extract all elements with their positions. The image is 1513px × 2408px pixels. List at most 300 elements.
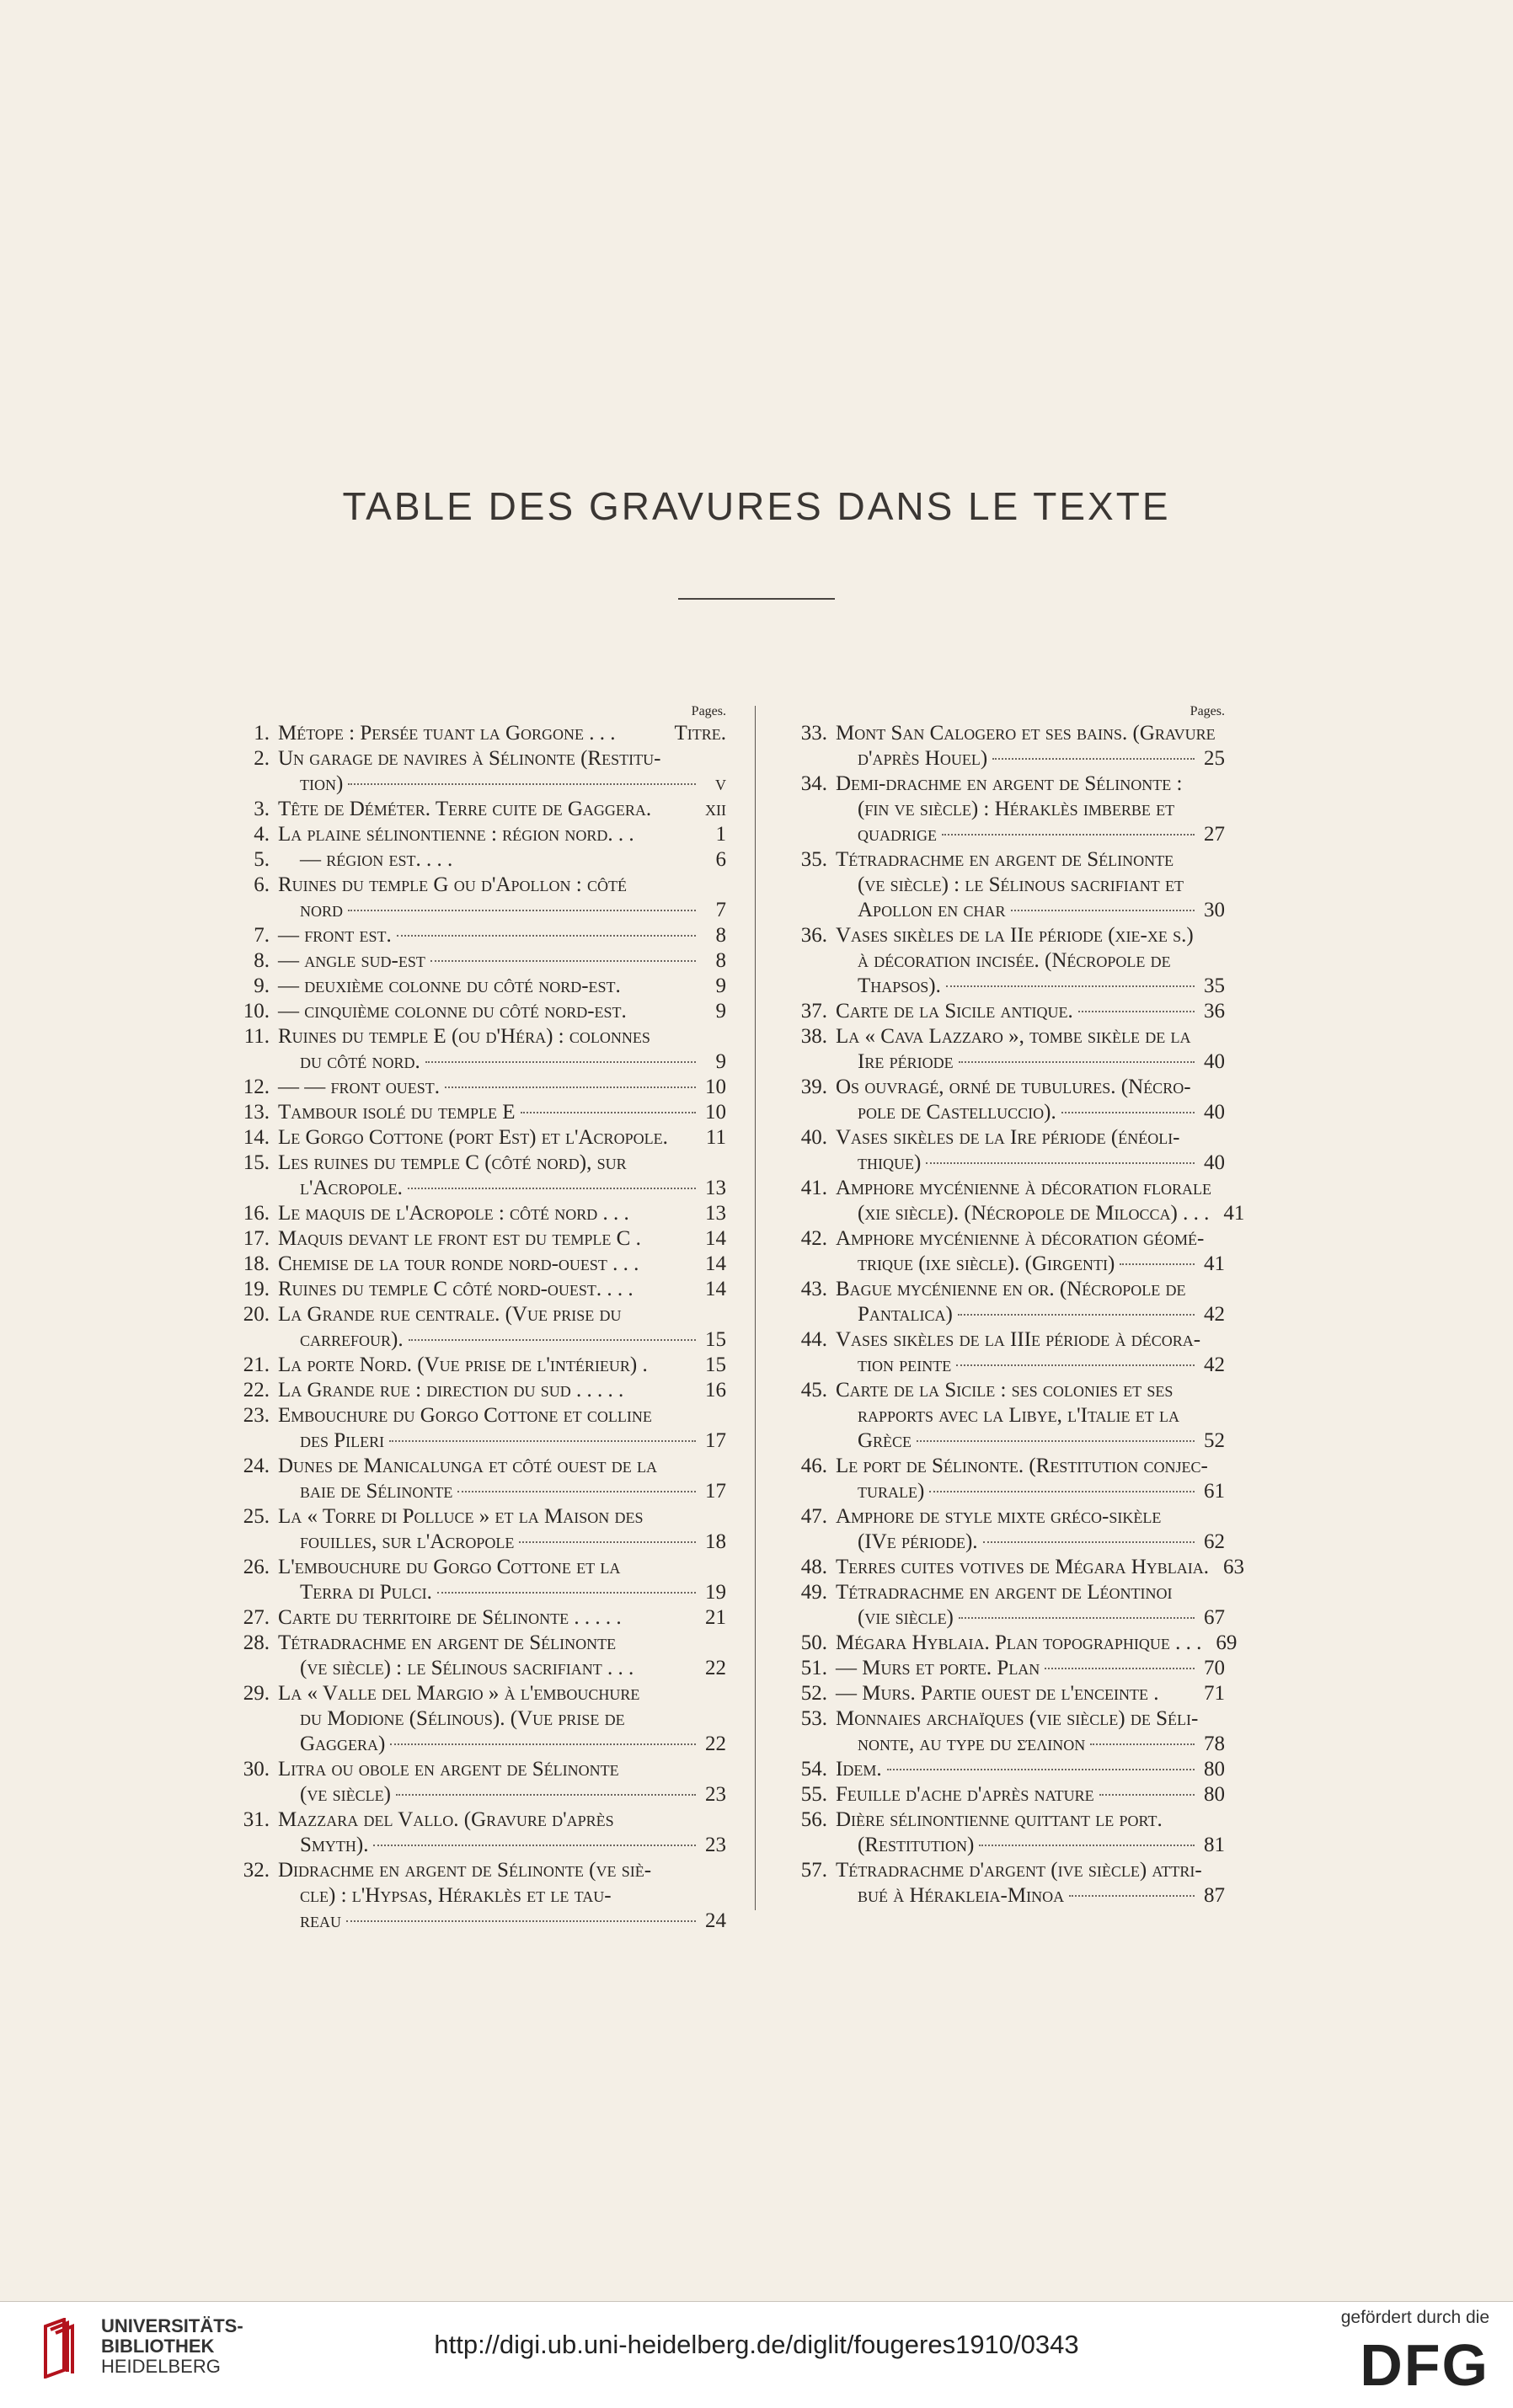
entry-number: 36. xyxy=(800,924,827,947)
page-number: 22 xyxy=(705,1733,726,1755)
toc-entry-line xyxy=(787,1757,1225,1782)
page-number: 1 xyxy=(715,823,726,846)
toc-entry-line xyxy=(787,822,1225,847)
entry-title: Tête de Déméter. Terre cuite de Gaggera. xyxy=(278,798,652,820)
entry-number: 55. xyxy=(800,1783,827,1806)
entry-number xyxy=(229,1732,278,1757)
page-number: 22 xyxy=(705,1657,726,1679)
right-column xyxy=(787,704,1245,1909)
toc-entry xyxy=(229,1024,726,1075)
dot-leader xyxy=(397,935,696,937)
toc-entry xyxy=(787,1176,1245,1226)
toc-entry-line xyxy=(229,898,726,923)
toc-entry-line xyxy=(787,1681,1225,1706)
entry-title: Ire période xyxy=(858,1050,954,1073)
page-number: 70 xyxy=(1204,1657,1225,1679)
entry-title: Le maquis de l'Acropole : côté nord . . . xyxy=(278,1202,629,1225)
entry-number xyxy=(787,1201,836,1226)
entry-title: Métope : Persée tuant la Gorgone . . . xyxy=(278,722,616,745)
entry-number: 38. xyxy=(800,1025,827,1048)
entry-number: 47. xyxy=(800,1505,827,1528)
entry-title: (Restitution) xyxy=(858,1834,975,1856)
page-number: 15 xyxy=(705,1328,726,1351)
toc-entry xyxy=(787,923,1225,999)
entry-title: Tambour isolé du temple E xyxy=(278,1101,516,1124)
toc-entry xyxy=(787,1277,1225,1327)
toc-entry-line xyxy=(229,1782,726,1807)
entry-number: 26. xyxy=(243,1556,270,1578)
toc-entry-line xyxy=(229,1504,726,1530)
entry-title: Litra ou obole en argent de Sélinonte xyxy=(278,1758,619,1781)
toc-entry-line xyxy=(787,1201,1245,1226)
toc-entry-line xyxy=(787,1075,1225,1100)
entry-number xyxy=(787,1833,836,1858)
entry-title: des Pileri xyxy=(300,1429,385,1452)
entry-number xyxy=(787,873,836,898)
dot-leader xyxy=(425,1061,696,1063)
entry-number xyxy=(229,1909,278,1934)
entry-title: du Modione (Sélinous). (Vue prise de xyxy=(300,1707,625,1730)
entry-number xyxy=(229,1049,278,1075)
entry-title: Embouchure du Gorgo Cottone et colline xyxy=(278,1404,652,1427)
toc-entry-line xyxy=(787,746,1225,772)
page-number: 63 xyxy=(1223,1556,1245,1578)
dot-leader xyxy=(389,1440,696,1442)
dot-leader xyxy=(1099,1794,1195,1796)
toc-entry-line xyxy=(229,1378,726,1403)
toc-entry-line xyxy=(787,1049,1225,1075)
entry-number xyxy=(787,1883,836,1909)
toc-entry-line xyxy=(229,1883,726,1909)
toc-entry xyxy=(229,1201,726,1226)
entry-title: Gaggera) xyxy=(300,1733,386,1755)
entry-title: thique) xyxy=(858,1151,922,1174)
entry-number: 16. xyxy=(243,1202,270,1225)
page-number: 8 xyxy=(715,924,726,947)
entry-title: — région est. . . . xyxy=(300,848,453,871)
toc-entry-line xyxy=(787,1327,1225,1353)
toc-entry xyxy=(229,923,726,948)
entry-title: nord xyxy=(300,899,344,921)
entry-number: 53. xyxy=(800,1707,827,1730)
entry-number: 43. xyxy=(800,1278,827,1300)
entry-number: 42. xyxy=(800,1227,827,1250)
entry-title: Mégara Hyblaia. Plan topographique . . . xyxy=(836,1631,1202,1654)
dot-leader xyxy=(348,910,696,911)
toc-entry-line xyxy=(229,847,726,873)
entry-title: Feuille d'ache d'après nature xyxy=(836,1783,1094,1806)
dot-leader xyxy=(408,1188,696,1189)
entry-number: 49. xyxy=(800,1581,827,1604)
entry-title: — angle sud-est xyxy=(278,949,425,972)
toc-entry-line xyxy=(229,1302,726,1327)
page-number: 81 xyxy=(1204,1834,1225,1856)
entry-title: — Murs et porte. Plan xyxy=(836,1657,1040,1679)
toc-entry xyxy=(787,1125,1225,1176)
toc-entry xyxy=(787,1782,1225,1807)
toc-entry xyxy=(229,1252,726,1277)
toc-entry xyxy=(229,1151,726,1201)
entry-title: Amphore de style mixte gréco-sikèle xyxy=(836,1505,1162,1528)
toc-entry-line xyxy=(229,1277,726,1302)
toc-entry-line xyxy=(787,1252,1225,1277)
toc-entry-line xyxy=(787,1454,1225,1479)
dot-leader xyxy=(1120,1263,1195,1265)
page-number: 24 xyxy=(705,1909,726,1932)
pages-header-right: Pages. xyxy=(1190,704,1225,718)
entry-number: 35. xyxy=(800,848,827,871)
toc-entry-line xyxy=(229,746,726,772)
toc-entry-line xyxy=(787,948,1225,974)
entry-number: 7. xyxy=(254,924,270,947)
toc-entry-line xyxy=(229,1909,726,1934)
entry-number: 31. xyxy=(243,1808,270,1831)
entry-title: Smyth). xyxy=(300,1834,369,1856)
toc-entry xyxy=(229,1631,726,1681)
left-column xyxy=(229,704,726,1934)
dot-leader xyxy=(519,1541,696,1543)
page-number: xii xyxy=(705,798,726,820)
entry-title: Terres cuites votives de Mégara Hyblaia. xyxy=(836,1556,1210,1578)
toc-entry-line xyxy=(787,847,1225,873)
toc-entry-line xyxy=(787,1706,1225,1732)
page-number: v xyxy=(715,772,726,795)
toc-entry-line xyxy=(229,1833,726,1858)
entry-title: cle) : l'Hypsas, Héraklès et le tau- xyxy=(300,1884,612,1907)
entry-title: fouilles, sur l'Acropole xyxy=(300,1530,515,1553)
toc-entry xyxy=(229,1681,726,1757)
dot-leader xyxy=(1069,1895,1195,1897)
entry-title: (ve siècle) : le Sélinous sacrifiant . . . xyxy=(300,1657,634,1679)
entry-title: (ve siècle) : le Sélinous sacrifiant et xyxy=(858,873,1184,896)
toc-entry-line xyxy=(787,923,1225,948)
entry-title: rapports avec la Libye, l'Italie et la xyxy=(858,1404,1179,1427)
page-number: 78 xyxy=(1204,1733,1225,1755)
page-number: 42 xyxy=(1204,1353,1225,1376)
entry-title: La Grande rue centrale. (Vue prise du xyxy=(278,1303,622,1326)
page-number: 71 xyxy=(1204,1682,1225,1705)
entry-number xyxy=(787,1605,836,1631)
entry-number xyxy=(229,1327,278,1353)
entry-number xyxy=(229,772,278,797)
toc-entry xyxy=(787,1858,1225,1909)
entry-title: Os ouvragé, orné de tubulures. (Nécro- xyxy=(836,1076,1191,1098)
toc-entry-line xyxy=(787,1605,1225,1631)
entry-title: baie de Sélinonte xyxy=(300,1480,453,1503)
page-number: 27 xyxy=(1204,823,1225,846)
dot-leader xyxy=(958,1314,1195,1316)
toc-entry xyxy=(229,1454,726,1504)
toc-entry xyxy=(229,1555,726,1605)
dot-leader xyxy=(373,1845,696,1846)
entry-number: 44. xyxy=(800,1328,827,1351)
page-number: 9 xyxy=(715,1050,726,1073)
entry-number: 20. xyxy=(243,1303,270,1326)
toc-entry xyxy=(229,1353,726,1378)
toc-entry xyxy=(787,1681,1225,1706)
entry-number xyxy=(787,1252,836,1277)
page-number: 14 xyxy=(705,1227,726,1250)
page-number: 13 xyxy=(705,1177,726,1199)
entry-title: tion) xyxy=(300,772,344,795)
dot-leader xyxy=(430,960,696,962)
toc-entry xyxy=(229,999,726,1024)
entry-title: La plaine sélinontienne : région nord. . . xyxy=(278,823,634,846)
entry-number xyxy=(787,1530,836,1555)
entry-title: Vases sikèles de la Ire période (énéoli- xyxy=(836,1126,1180,1149)
entry-title: carrefour). xyxy=(300,1328,404,1351)
toc-entry xyxy=(229,1403,726,1454)
entry-number: 12. xyxy=(243,1076,270,1098)
entry-number: 1. xyxy=(254,722,270,745)
toc-entry-line xyxy=(787,772,1225,797)
toc-entry-line xyxy=(229,1151,726,1176)
entry-title: (ve siècle) xyxy=(300,1783,391,1806)
entry-title: Thapsos). xyxy=(858,974,941,997)
entry-number: 10. xyxy=(243,1000,270,1022)
dot-leader xyxy=(396,1794,696,1796)
page-number: 41 xyxy=(1223,1202,1245,1225)
entry-title: La Grande rue : direction du sud . . . . . xyxy=(278,1379,624,1402)
toc-entry-line xyxy=(229,1706,726,1732)
entry-title: Terra di Pulci. xyxy=(300,1581,432,1604)
toc-entry xyxy=(787,1504,1225,1555)
dfg-logo[interactable]: DFG xyxy=(1360,2332,1489,2398)
entry-title: turale) xyxy=(858,1480,925,1503)
entry-title: Les ruines du temple C (côté nord), sur xyxy=(278,1151,627,1174)
entry-title: — cinquième colonne du côté nord-est. xyxy=(278,1000,627,1022)
page-number: 14 xyxy=(705,1278,726,1300)
toc-entry-line xyxy=(787,1504,1225,1530)
toc-entry-line xyxy=(229,974,726,999)
entry-title: Chemise de la tour ronde nord-ouest . . . xyxy=(278,1252,639,1275)
entry-title: Un garage de navires à Sélinonte (Restitu- xyxy=(278,747,661,770)
toc-entry xyxy=(787,1327,1225,1378)
dot-leader xyxy=(983,1541,1195,1543)
entry-title: à décoration incisée. (Nécropole de xyxy=(858,949,1171,972)
toc-entry-line xyxy=(229,1605,726,1631)
entry-title: Ruines du temple G ou d'Apollon : côté xyxy=(278,873,627,896)
page-number: 6 xyxy=(715,848,726,871)
page-number: 17 xyxy=(705,1480,726,1503)
entry-number: 13. xyxy=(243,1101,270,1124)
entry-title: Ruines du temple E (ou d'Héra) : colonnes xyxy=(278,1025,650,1048)
entry-number: 48. xyxy=(800,1556,827,1578)
entry-title: Mont San Calogero et ses bains. (Gravure xyxy=(836,722,1216,745)
page-number: 23 xyxy=(705,1783,726,1806)
entry-number: 3. xyxy=(254,798,270,820)
entry-number: 32. xyxy=(243,1859,270,1882)
toc-entry-line xyxy=(787,1176,1225,1201)
entry-number xyxy=(787,746,836,772)
entry-title: (IVe période). xyxy=(858,1530,978,1553)
title-rule xyxy=(678,598,835,600)
entry-title: du côté nord. xyxy=(300,1050,420,1073)
entry-number: 46. xyxy=(800,1455,827,1477)
dot-leader xyxy=(390,1743,696,1745)
toc-entry-line xyxy=(229,1024,726,1049)
entry-title: La « Cava Lazzaro », tombe sikèle de la xyxy=(836,1025,1191,1048)
toc-entry-line xyxy=(229,923,726,948)
page-number: 80 xyxy=(1204,1758,1225,1781)
entry-number xyxy=(787,1403,836,1428)
entry-number xyxy=(787,1353,836,1378)
entry-number xyxy=(229,1883,278,1909)
entry-number: 24. xyxy=(243,1455,270,1477)
dot-leader xyxy=(348,783,696,785)
entry-title: (vie siècle) xyxy=(858,1606,954,1629)
entry-number: 9. xyxy=(254,974,270,997)
entry-number: 51. xyxy=(800,1657,827,1679)
toc-entry xyxy=(787,721,1225,772)
page-number: 21 xyxy=(705,1606,726,1629)
page-number: 80 xyxy=(1204,1783,1225,1806)
toc-entry-line xyxy=(787,1656,1225,1681)
page-number: 40 xyxy=(1204,1151,1225,1174)
toc-entry-line xyxy=(787,999,1225,1024)
page-number: 13 xyxy=(705,1202,726,1225)
toc-entry-line xyxy=(787,1479,1225,1504)
entry-title: Idem. xyxy=(836,1758,882,1781)
dot-leader xyxy=(926,1162,1195,1164)
entry-number xyxy=(229,1580,278,1605)
entry-number xyxy=(787,1302,836,1327)
toc-entry-line xyxy=(229,1075,726,1100)
toc-entry xyxy=(229,1100,726,1125)
entry-title: Amphore mycénienne à décoration géomé- xyxy=(836,1227,1205,1250)
footer-url-link[interactable]: http://digi.ub.uni-heidelberg.de/diglit/fougeres1910/0343 xyxy=(434,2330,1079,2359)
entry-title: — front est. xyxy=(278,924,392,947)
entry-number xyxy=(787,1100,836,1125)
toc-entry-line xyxy=(229,1656,726,1681)
entry-number: 2. xyxy=(254,747,270,770)
toc-entry xyxy=(229,1605,726,1631)
entry-title: Mazzara del Vallo. (Gravure d'après xyxy=(278,1808,614,1831)
page-number: 8 xyxy=(715,949,726,972)
entry-number xyxy=(229,1833,278,1858)
entry-title: Maquis devant le front est du temple C . xyxy=(278,1227,641,1250)
toc-entry-line xyxy=(787,1100,1225,1125)
toc-entry xyxy=(229,1757,726,1807)
library-name-line1: UNIVERSITÄTS- xyxy=(101,2315,243,2336)
toc-entry xyxy=(229,797,726,822)
entry-title: Le Gorgo Cottone (port Est) et l'Acropole. xyxy=(278,1126,668,1149)
toc-entry xyxy=(229,1125,726,1151)
entry-title: Dière sélinontienne quittant le port. xyxy=(836,1808,1163,1831)
entry-number: 15. xyxy=(243,1151,270,1174)
toc-entry-line xyxy=(787,1226,1225,1252)
entry-title: Carte de la Sicile : ses colonies et ses xyxy=(836,1379,1174,1402)
entry-number xyxy=(787,1479,836,1504)
toc-entry-line xyxy=(787,1807,1225,1833)
entry-number xyxy=(787,1732,836,1757)
entry-number: 11. xyxy=(243,1025,270,1048)
toc-entry-line xyxy=(229,1858,726,1883)
page-number: 15 xyxy=(705,1353,726,1376)
entry-number xyxy=(787,948,836,974)
toc-entry xyxy=(787,1378,1225,1454)
dot-leader xyxy=(1011,910,1195,911)
entry-number: 52. xyxy=(800,1682,827,1705)
entry-title: Vases sikèles de la IIe période (xie-xe s.) xyxy=(836,924,1194,947)
toc-entry-line xyxy=(787,721,1225,746)
page-number: 11 xyxy=(705,1126,726,1149)
toc-entry-line xyxy=(787,797,1225,822)
entry-number: 17. xyxy=(243,1227,270,1250)
toc-entry xyxy=(787,1226,1225,1277)
entry-title: pole de Castelluccio). xyxy=(858,1101,1056,1124)
left-entry-list xyxy=(229,721,726,1934)
entry-number: 29. xyxy=(243,1682,270,1705)
toc-entry-line xyxy=(787,1125,1225,1151)
toc-entry-line xyxy=(229,1530,726,1555)
page-number: 7 xyxy=(715,899,726,921)
entry-title: reau xyxy=(300,1909,341,1932)
dot-leader xyxy=(979,1845,1195,1846)
page-number: 61 xyxy=(1204,1480,1225,1503)
toc-entry-line xyxy=(229,1201,726,1226)
toc-entry-line xyxy=(229,948,726,974)
toc-entry-line xyxy=(787,1530,1225,1555)
entry-title: d'après Houel) xyxy=(858,747,988,770)
entry-title: Amphore mycénienne à décoration florale xyxy=(836,1177,1212,1199)
toc-entry-line xyxy=(229,1681,726,1706)
entry-number: 27. xyxy=(243,1606,270,1629)
toc-entry-line xyxy=(787,1024,1225,1049)
toc-entry-line xyxy=(229,873,726,898)
entry-number: 50. xyxy=(800,1631,827,1654)
dot-leader xyxy=(521,1112,696,1113)
toc-entry-line xyxy=(787,1378,1225,1403)
right-entry-list xyxy=(787,721,1245,1909)
toc-entry-line xyxy=(229,1403,726,1428)
toc-entry xyxy=(229,721,726,746)
entry-number: 54. xyxy=(800,1758,827,1781)
toc-entry xyxy=(229,1858,726,1934)
dot-leader xyxy=(959,1061,1195,1063)
toc-entry-line xyxy=(229,1226,726,1252)
dot-leader xyxy=(946,985,1195,987)
dot-leader xyxy=(929,1491,1195,1492)
toc-entry-line xyxy=(787,1353,1225,1378)
dot-leader xyxy=(959,1617,1195,1619)
entry-title: (fin ve siècle) : Héraklès imberbe et xyxy=(858,798,1175,820)
page-number: 16 xyxy=(705,1379,726,1402)
entry-number: 34. xyxy=(800,772,827,795)
page-number: 19 xyxy=(705,1581,726,1604)
dot-leader xyxy=(942,834,1195,836)
page-number: 69 xyxy=(1216,1631,1238,1654)
entry-number: 22. xyxy=(243,1379,270,1402)
entry-number xyxy=(787,797,836,822)
toc-entry-line xyxy=(229,1479,726,1504)
entry-title: quadrige xyxy=(858,823,937,846)
entry-number: 40. xyxy=(800,1126,827,1149)
page-number: 9 xyxy=(715,1000,726,1022)
entry-number: 45. xyxy=(800,1379,827,1402)
toc-entry xyxy=(229,948,726,974)
page-number: 36 xyxy=(1204,1000,1225,1022)
entry-title: Ruines du temple C côté nord-ouest. . . . xyxy=(278,1278,634,1300)
entry-number: 41. xyxy=(800,1177,827,1199)
toc-entry xyxy=(229,873,726,923)
dot-leader xyxy=(956,1364,1195,1366)
toc-entry-line xyxy=(787,1833,1225,1858)
toc-entry-line xyxy=(229,1049,726,1075)
page-number: 10 xyxy=(705,1101,726,1124)
entry-number: 21. xyxy=(243,1353,270,1376)
toc-entry-line xyxy=(229,1580,726,1605)
